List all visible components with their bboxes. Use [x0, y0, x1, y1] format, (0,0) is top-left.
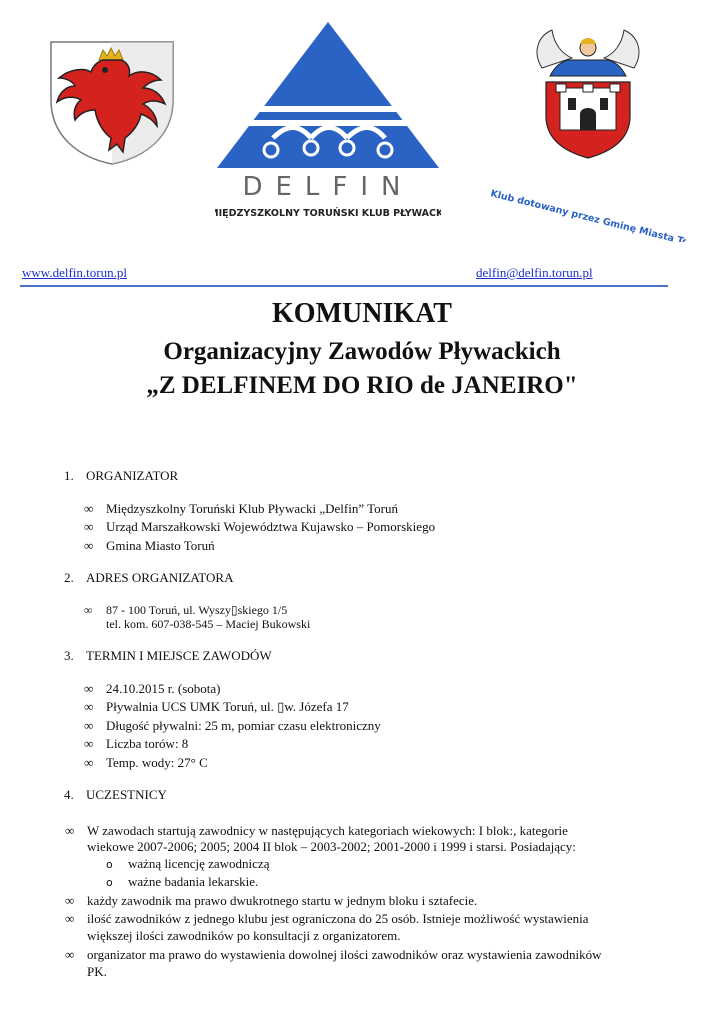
list-item: ∞ Gmina Miasto Toruń	[84, 538, 215, 553]
list-item: ∞ Pływalnia UCS UMK Toruń, ul. ▯w. Józefa 17	[84, 699, 349, 714]
section-title: UCZESTNICY	[86, 787, 167, 802]
section-heading	[64, 648, 272, 664]
infinity-bullet-icon: ∞	[65, 893, 75, 908]
section-number: 3.	[64, 648, 74, 663]
section-title: TERMIN I MIEJSCE ZAWODÓW	[86, 648, 272, 663]
infinity-bullet-icon: ∞	[84, 699, 94, 714]
section-title: ADRES ORGANIZATORA	[86, 570, 234, 585]
list-item: ∞ Liczba torów: 8	[84, 736, 189, 751]
list-item: ∞ 24.10.2015 r. (sobota)	[84, 681, 221, 696]
circle-bullet-icon: o	[106, 858, 113, 871]
paragraph: ∞ każdy zawodnik ma prawo dwukrotnego startu w jednym bloku i sztafecie.	[65, 893, 478, 908]
section-title: ORGANIZATOR	[86, 468, 179, 483]
paragraph: ∞ W zawodach startują zawodnicy w następujących kategoriach wiekowych: I blok:, kategorie	[65, 823, 568, 838]
paragraph-continuation: PK.	[87, 964, 107, 979]
kujawsko-pomorskie-crest	[45, 38, 180, 166]
infinity-bullet-icon: ∞	[65, 911, 75, 926]
svg-text:Klub dotowany przez Gminę Mias: Klub dotowany przez Gminę Miasta Toruń	[489, 188, 686, 242]
section-number: 2.	[64, 570, 74, 585]
logo-name: DELFIN	[242, 172, 414, 202]
infinity-bullet-icon: ∞	[84, 736, 94, 751]
logo-subtitle: MIĘDZYSZKOLNY TORUŃSKI KLUB PŁYWACKI	[215, 208, 441, 219]
infinity-bullet-icon: ∞	[84, 681, 94, 696]
infinity-bullet-icon: ∞	[84, 519, 94, 534]
section-heading	[64, 787, 167, 803]
paragraph: ∞ ilość zawodników z jednego klubu jest ograniczona do 25 osób. Istnieje możliwość wystawienia	[65, 911, 589, 926]
infinity-bullet-icon: ∞	[84, 755, 94, 770]
list-item: ∞ Temp. wody: 27° C	[84, 755, 208, 770]
delfin-club-logo	[215, 20, 441, 220]
infinity-bullet-icon: ∞	[84, 603, 93, 617]
email-link[interactable]: delfin@delfin.torun.pl	[476, 265, 593, 280]
list-item-continuation: tel. kom. 607-038-545 – Maciej Bukowski	[106, 617, 311, 631]
sponsor-text	[486, 182, 686, 242]
infinity-bullet-icon: ∞	[65, 823, 75, 838]
section-heading	[64, 570, 233, 586]
sub-list-item: o ważną licencję zawodniczą	[106, 856, 270, 871]
paragraph: ∞ organizator ma prawo do wystawienia dowolnej ilości zawodników oraz wystawienia zawodników	[65, 947, 602, 962]
document-title: KOMUNIKAT	[272, 298, 452, 329]
paragraph-continuation: wiekowe 2007-2006; 2005; 2004 II blok – 2003-2002; 2001-2000 i 1999 i starsi. Posiadający:	[87, 839, 576, 854]
torun-crest	[532, 28, 644, 160]
list-item: ∞ Długość pływalni: 25 m, pomiar czasu elektroniczny	[84, 718, 381, 733]
header-divider	[20, 285, 668, 287]
event-name: „Z DELFINEM DO RIO de JANEIRO"	[146, 372, 578, 399]
list-item: ∞ 87 - 100 Toruń, ul. Wyszy▯skiego 1/5	[84, 603, 288, 617]
infinity-bullet-icon: ∞	[84, 538, 94, 553]
section-number: 1.	[64, 468, 74, 483]
infinity-bullet-icon: ∞	[65, 947, 75, 962]
section-number: 4.	[64, 787, 74, 802]
infinity-bullet-icon: ∞	[84, 501, 94, 516]
sub-list-item: o ważne badania lekarskie.	[106, 874, 259, 889]
infinity-bullet-icon: ∞	[84, 718, 94, 733]
circle-bullet-icon: o	[106, 876, 113, 889]
document-subtitle: Organizacyjny Zawodów Pływackich	[163, 338, 561, 365]
list-item: ∞ Międzyszkolny Toruński Klub Pływacki „Delfin” Toruń	[84, 501, 398, 516]
list-item: ∞ Urząd Marszałkowski Województwa Kujawsko – Pomorskiego	[84, 519, 436, 534]
paragraph-continuation: większej ilości zawodników po konsultacji z organizatorem.	[87, 928, 401, 943]
section-heading	[64, 468, 178, 484]
website-link[interactable]: www.delfin.torun.pl	[22, 265, 127, 280]
